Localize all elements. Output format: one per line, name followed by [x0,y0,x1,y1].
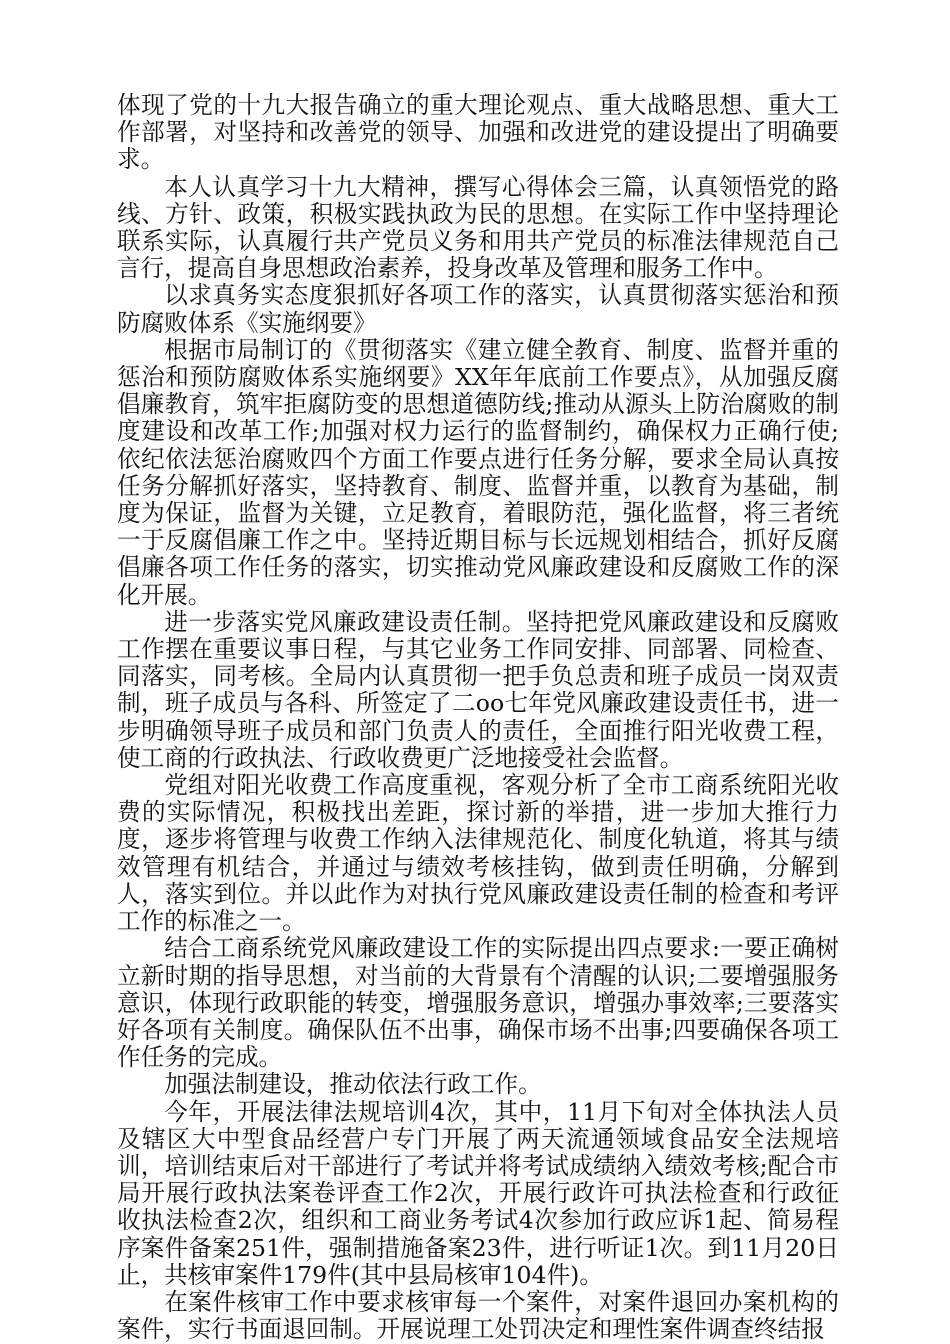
paragraph: 本人认真学习十九大精神，撰写心得体会三篇，认真领悟党的路线、方针、政策，积极实践执政为民的思想。在实际工作中坚持理论联系实际，认真履行共产党员义务和用共产党员的标准法律规范自己言行，提高自身思想政治素养，投身改革及管理和服务工作中。 [117,172,839,283]
paragraph: 体现了党的十九大报告确立的重大理论观点、重大战略思想、重大工作部署，对坚持和改善党的领导、加强和改进党的建设提出了明确要求。 [117,91,839,174]
paragraph: 结合工商系统党风廉政建设工作的实际提出四点要求:一要正确树立新时期的指导思想，对当前的大背景有个清醒的认识;二要增强服务意识，体现行政职能的转变，增强服务意识，增强办事效率;三要落实好各项有关制度。确保队伍不出事，确保市场不出事;四要确保各项工作任务的完成。 [117,934,839,1072]
paragraph-heading: 以求真务实态度狠抓好各项工作的落实，认真贯彻落实惩治和预防腐败体系《实施纲要》 [117,281,839,337]
document-body [117,92,839,1343]
paragraph: 根据市局制订的《贯彻落实《建立健全教育、制度、监督并重的惩治和预防腐败体系实施纲要》XX年年底前工作要点》，从加强反腐倡廉教育，筑牢拒腐防变的思想道德防线;推动从源头上防治腐败的制度建设和改革工作;加强对权力运行的监督制约，确保权力正确行使;依纪依法惩治腐败四个方面工作要点进行任务分解，要求全局认真按任务分解抓好落实，坚持教育、制度、监督并重，以教育为基础，制度为保证，监督为关键，立足教育，着眼防范，强化监督，将三者统一于反腐倡廉工作之中。坚持近期目标与长远规划相结合，抓好反腐倡廉各项工作任务的落实，切实推动党风廉政建设和反腐败工作的深化开展。 [117,335,839,609]
paragraph: 今年，开展法律法规培训4次，其中，11月下旬对全体执法人员及辖区大中型食品经营户专门开展了两天流通领域食品安全法规培训，培训结束后对干部进行了考试并将考试成绩纳入绩效考核;配合市局开展行政执法案卷评查工作2次，开展行政许可执法检查和行政征收执法检查2次，组织和工商业务考试4次参加行政应诉1起、简易程序案件备案251件，强制措施备案23件，进行听证1次。到11月20日止，共核审案件179件(其中县局核审104件)。 [117,1097,839,1289]
paragraph: 党组对阳光收费工作高度重视，客观分析了全市工商系统阳光收费的实际情况，积极找出差距，探讨新的举措，进一步加大推行力度，逐步将管理与收费工作纳入法律规范化、制度化轨道，将其与绩效管理有机结合，并通过与绩效考核挂钩，做到责任明确，分解到人，落实到位。并以此作为对执行党风廉政建设责任制的检查和考评工作的标准之一。 [117,771,839,936]
paragraph: 进一步落实党风廉政建设责任制。坚持把党风廉政建设和反腐败工作摆在重要议事日程，与其它业务工作同安排、同部署、同检查、同落实，同考核。全局内认真贯彻一把手负总责和班子成员一岗双责制，班子成员与各科、所签定了二oo七年党风廉政建设责任书，进一步明确领导班子成员和部门负责人的责任，全面推行阳光收费工程，使工商的行政执法、行政收费更广泛地接受社会监督。 [117,607,839,772]
paragraph: 在案件核审工作中要求核审每一个案件，对案件退回办案机构的案件，实行书面退回制。开展说理工处罚决定和理性案件调查终结报 [117,1287,839,1344]
paragraph-heading: 加强法制建设，推动依法行政工作。 [164,1070,542,1099]
